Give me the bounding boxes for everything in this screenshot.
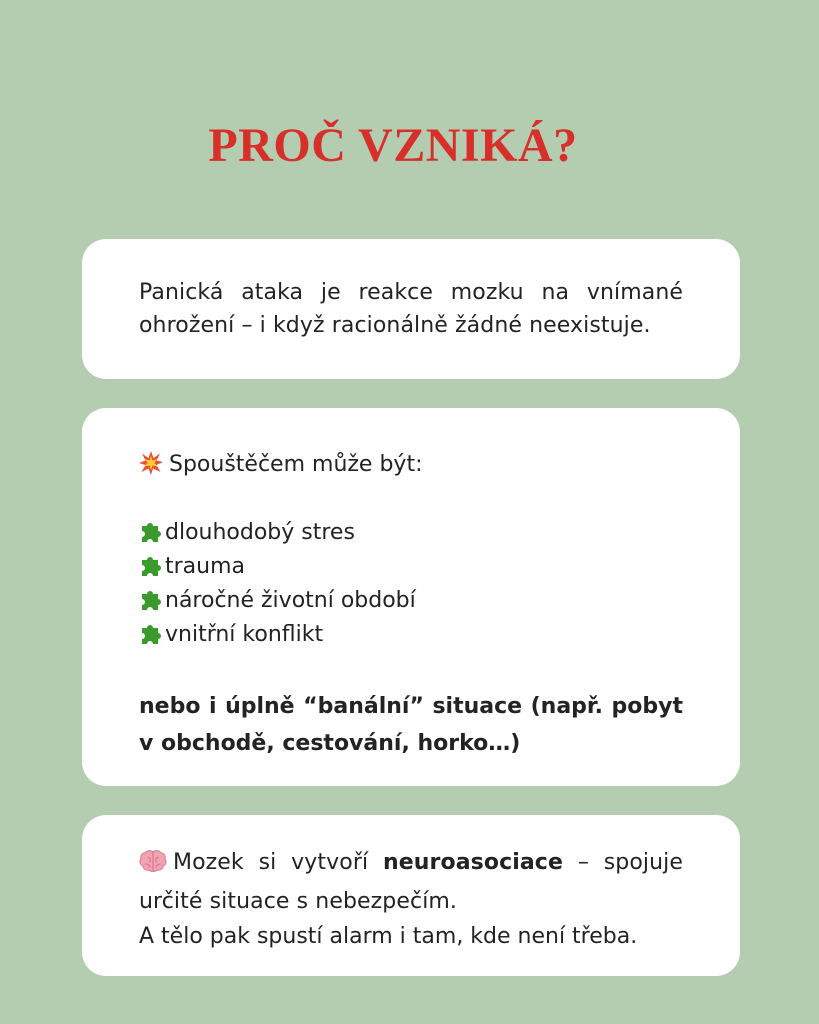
puzzle-piece-icon xyxy=(139,587,163,622)
triggers-intro-label: Spouštěčem může být: xyxy=(169,452,423,477)
triggers-footer: nebo i úplně “banální” situace (např. pobyt v obchodě, cestování, horko…) xyxy=(139,694,683,756)
puzzle-piece-icon xyxy=(139,519,163,554)
alarm-text: A tělo pak spustí alarm i tam, kde není třeba. xyxy=(139,924,638,949)
collision-icon xyxy=(139,451,163,486)
list-item xyxy=(139,516,683,550)
neuroassociation-card xyxy=(82,815,740,976)
neuroassociation-keyword: neuroasociace xyxy=(383,850,563,875)
neuroassociation-text xyxy=(139,845,683,919)
list-item-label: vnitřní konflikt xyxy=(165,622,324,647)
list-item xyxy=(139,550,683,584)
brain-icon xyxy=(139,849,167,884)
puzzle-piece-icon xyxy=(139,621,163,656)
list-item xyxy=(139,584,683,618)
list-item-label: náročné životní období xyxy=(165,588,416,613)
triggers-card xyxy=(82,408,740,786)
list-item xyxy=(139,618,683,652)
list-item-label: dlouhodobý stres xyxy=(165,520,355,545)
neuroassociation-before: Mozek si vytvoří xyxy=(173,850,369,875)
definition-card xyxy=(82,239,740,379)
list-item-label: trauma xyxy=(165,554,246,579)
neuroassociation-after: – spojuje určité situace s nebezpečím. xyxy=(139,850,684,914)
triggers-intro xyxy=(139,448,683,482)
puzzle-piece-icon xyxy=(139,553,163,588)
definition-text: Panická ataka je reakce mozku na vnímané ohrožení – i když racionálně žádné neexistuje. xyxy=(139,280,683,338)
page-title: PROČ VZNIKÁ? xyxy=(208,119,578,172)
